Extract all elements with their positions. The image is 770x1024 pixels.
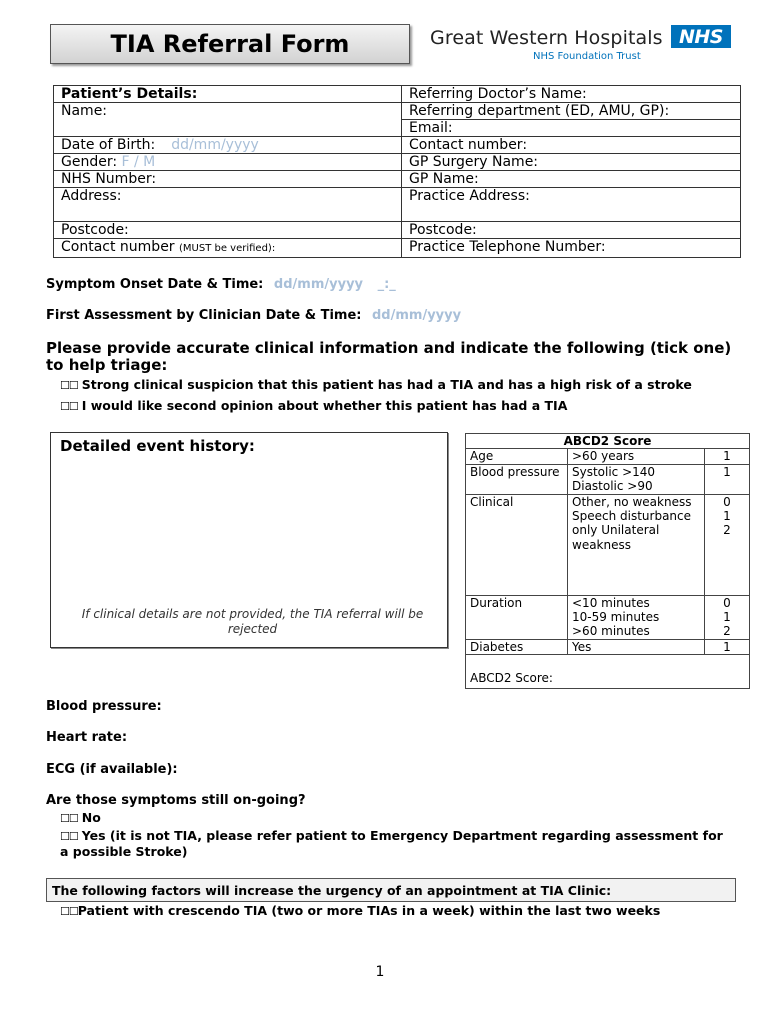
abcd2-table — [465, 433, 750, 689]
first-assessment-label: First Assessment by Clinician Date & Time: — [46, 308, 362, 323]
abcd2-score: 1 — [705, 449, 750, 464]
abcd2-criteria: >60 years — [568, 449, 705, 464]
checkbox-icon[interactable]: ☐☐ — [60, 905, 78, 918]
option-label: No — [81, 810, 101, 825]
checkbox-icon[interactable]: ☐☐ — [60, 812, 78, 825]
table-row — [466, 449, 750, 464]
ongoing-no-option[interactable] — [60, 810, 101, 825]
dob-field[interactable] — [54, 137, 402, 154]
gp-surgery-field[interactable]: GP Surgery Name: — [402, 154, 741, 171]
dob-placeholder: dd/mm/yyyy — [171, 137, 259, 153]
abcd2-score: 1 — [705, 639, 750, 654]
page-number: 1 — [375, 964, 385, 980]
abcd2-criteria: <10 minutes 10-59 minutes >60 minutes — [568, 595, 705, 639]
contact-number-field[interactable]: Contact number: — [402, 137, 741, 154]
table-row — [466, 434, 750, 449]
gender-field[interactable] — [54, 154, 402, 171]
patient-details-table — [53, 85, 741, 258]
abcd2-criteria: Yes — [568, 639, 705, 654]
practice-address-field[interactable]: Practice Address: — [402, 188, 741, 222]
abcd2-score: 0 1 2 — [705, 494, 750, 595]
option-label: Yes (it is not TIA, please refer patient to Emergency Department regarding assessment for a possible Stroke) — [60, 828, 723, 859]
onset-date-placeholder: dd/mm/yyyy — [273, 277, 364, 292]
form-title: TIA Referral Form — [110, 30, 350, 58]
abcd2-factor: Clinical — [466, 494, 568, 595]
first-assessment-row[interactable] — [46, 308, 461, 323]
postcode-field[interactable]: Postcode: — [54, 222, 402, 239]
symptom-onset-row[interactable] — [46, 277, 396, 292]
table-row — [54, 86, 741, 103]
table-row — [466, 494, 750, 595]
practice-telephone-field[interactable]: Practice Telephone Number: — [402, 239, 741, 258]
ongoing-question: Are those symptoms still on-going? — [46, 793, 306, 808]
table-row — [54, 171, 741, 188]
urgency-heading: The following factors will increase the urgency of an appointment at TIA Clinic: — [52, 882, 612, 898]
gender-placeholder: F / M — [121, 154, 156, 170]
abcd2-title: ABCD2 Score — [466, 434, 750, 449]
form-title-box — [50, 24, 410, 64]
abcd2-score: 0 1 2 — [705, 595, 750, 639]
dob-label: Date of Birth: — [61, 137, 156, 153]
abcd2-factor: Duration — [466, 595, 568, 639]
table-row — [54, 222, 741, 239]
ecg-field[interactable]: ECG (if available): — [46, 762, 178, 777]
abcd2-factor: Age — [466, 449, 568, 464]
abcd2-factor: Blood pressure — [466, 464, 568, 494]
gp-name-field[interactable]: GP Name: — [402, 171, 741, 188]
abcd2-factor: Diabetes — [466, 639, 568, 654]
table-row — [54, 154, 741, 171]
abcd2-total-field[interactable]: ABCD2 Score: — [466, 655, 750, 689]
option-label: Patient with crescendo TIA (two or more TIAs in a week) within the last two weeks — [77, 903, 661, 918]
referring-department-field[interactable]: Referring department (ED, AMU, GP): — [402, 103, 741, 120]
must-verify-note: (MUST be verified): — [179, 243, 276, 254]
address-field[interactable]: Address: — [54, 188, 402, 222]
event-history-note: If clinical details are not provided, the TIA referral will be rejected — [81, 607, 424, 636]
table-row — [54, 103, 741, 120]
urgency-heading-box — [46, 878, 736, 902]
heart-rate-field[interactable]: Heart rate: — [46, 730, 128, 745]
triage-option-second-opinion[interactable] — [60, 398, 567, 413]
table-row — [466, 595, 750, 639]
triage-option-high-risk[interactable] — [60, 377, 692, 392]
email-field[interactable]: Email: — [402, 120, 741, 137]
table-row — [466, 639, 750, 654]
urgency-crescendo-option[interactable] — [60, 903, 660, 918]
patient-contact-field[interactable] — [54, 239, 402, 258]
name-field[interactable]: Name: — [54, 103, 402, 137]
patient-details-heading: Patient’s Details: — [54, 86, 402, 103]
referring-doctor-field[interactable]: Referring Doctor’s Name: — [402, 86, 741, 103]
event-history-title: Detailed event history: — [60, 437, 255, 455]
ongoing-yes-option[interactable] — [60, 828, 730, 859]
table-row — [466, 464, 750, 494]
abcd2-score: 1 — [705, 464, 750, 494]
gender-label: Gender: — [61, 154, 118, 170]
onset-time-placeholder: _:_ — [377, 277, 396, 292]
checkbox-icon[interactable]: ☐☐ — [60, 400, 78, 413]
table-row — [54, 137, 741, 154]
table-row — [466, 655, 750, 689]
practice-postcode-field[interactable]: Postcode: — [402, 222, 741, 239]
trust-name: NHS Foundation Trust — [533, 51, 641, 62]
checkbox-icon[interactable]: ☐☐ — [60, 830, 78, 843]
abcd2-criteria: Systolic >140 Diastolic >90 — [568, 464, 705, 494]
table-row — [54, 188, 741, 222]
checkbox-icon[interactable]: ☐☐ — [60, 379, 78, 392]
table-row — [54, 239, 741, 258]
blood-pressure-field[interactable]: Blood pressure: — [46, 699, 162, 714]
triage-heading: Please provide accurate clinical information and indicate the following (tick one) to help triage: — [46, 339, 732, 374]
symptom-onset-label: Symptom Onset Date & Time: — [46, 277, 264, 292]
abcd2-criteria: Other, no weakness Speech disturbance only Unilateral weakness — [568, 494, 705, 595]
option-label: I would like second opinion about whether this patient has had a TIA — [81, 398, 568, 413]
org-name: Great Western Hospitals — [430, 27, 663, 49]
first-assessment-date-placeholder: dd/mm/yyyy — [372, 308, 462, 323]
patient-contact-label: Contact number — [61, 239, 175, 255]
nhs-logo: NHS — [671, 25, 731, 48]
option-label: Strong clinical suspicion that this patient has had a TIA and has a high risk of a stroke — [81, 377, 692, 392]
nhs-number-field[interactable]: NHS Number: — [54, 171, 402, 188]
